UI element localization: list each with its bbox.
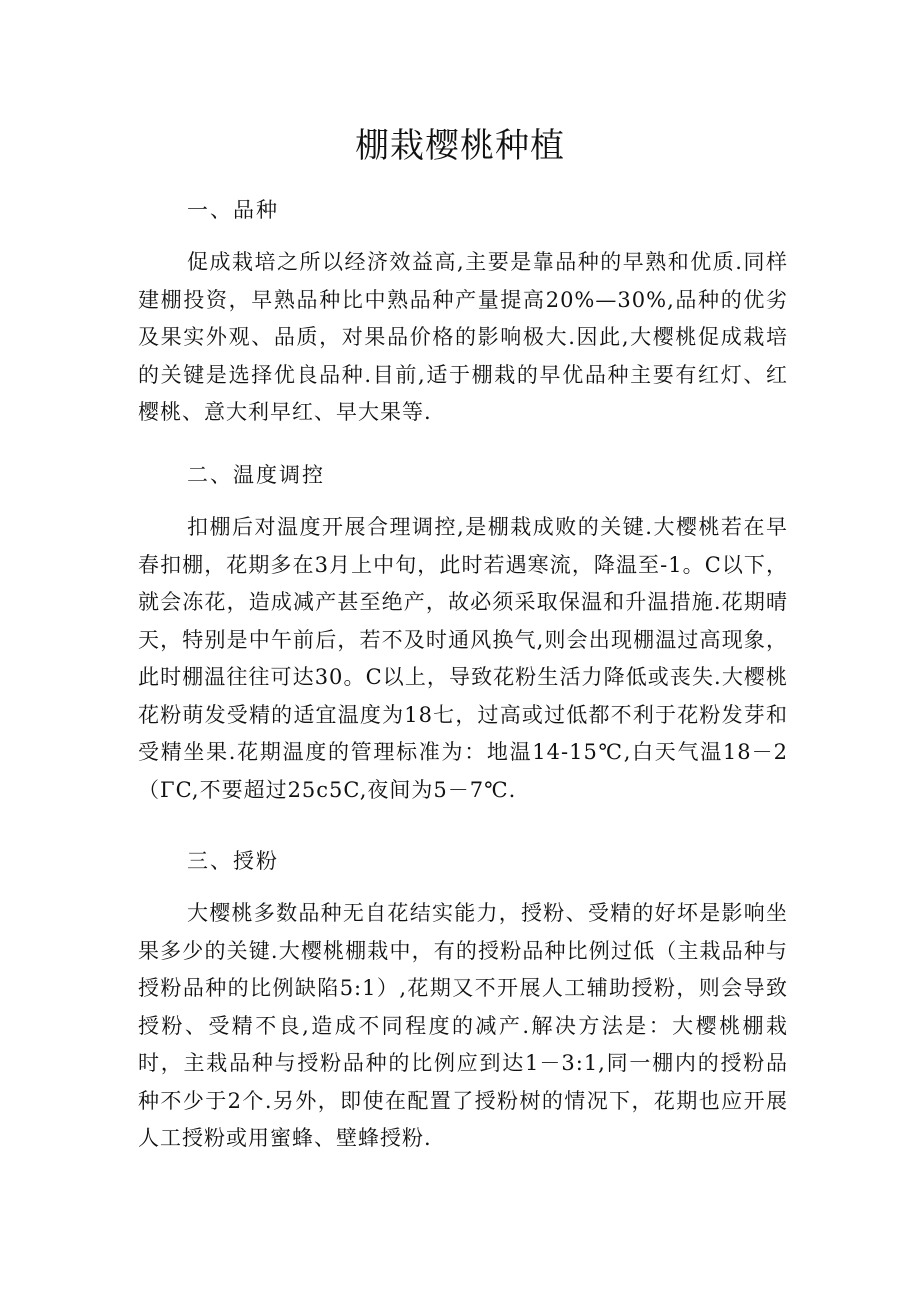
section-heading-pollination: 三、授粉	[187, 849, 279, 873]
section-heading-varieties: 一、品种	[187, 198, 279, 222]
section-body-varieties: 促成栽培之所以经济效益高,主要是靠品种的早熟和优质.同样建棚投资，早熟品种比中熟品种产量提高20%—30%,品种的优劣及果实外观、品质，对果品价格的影响极大.因此,大樱桃促成栽培的关键是选择优良品种.目前,适于棚栽的早优品种主要有红灯、红樱桃、意大利早红、早大果等.	[138, 250, 788, 424]
section-body-temperature: 扣棚后对温度开展合理调控,是棚栽成败的关键.大樱桃若在早春扣棚，花期多在3月上中旬，此时若遇寒流，降温至-1。C以下，就会冻花，造成减产甚至绝产，故必须采取保温和升温措施.花期晴天，特别是中午前后，若不及时通风换气,则会出现棚温过高现象，此时棚温往往可达30。C以上，导致花粉生活力降低或丧失.大樱桃花粉萌发受精的适宜温度为18七，过高或过低都不利于花粉发芽和受精坐果.花期温度的管理标准为：地温14-15℃,白天气温18－2（ΓC,不要超过25c5C,夜间为5－7℃.	[138, 515, 788, 802]
section-heading-temperature: 二、温度调控	[187, 463, 325, 487]
document-title: 棚栽樱桃种植	[355, 126, 565, 166]
section-body-pollination: 大樱桃多数品种无自花结实能力，授粉、受精的好坏是影响坐果多少的关键.大樱桃棚栽中，有的授粉品种比例过低（主栽品种与授粉品种的比例缺陷5:1）,花期又不开展人工辅助授粉，则会导致授粉、受精不良,造成不同程度的减产.解决方法是：大樱桃棚栽时，主栽品种与授粉品种的比例应到达1－3:1,同一棚内的授粉品种不少于2个.另外，即使在配置了授粉树的情况下，花期也应开展人工授粉或用蜜蜂、壁蜂授粉.	[138, 901, 788, 1150]
